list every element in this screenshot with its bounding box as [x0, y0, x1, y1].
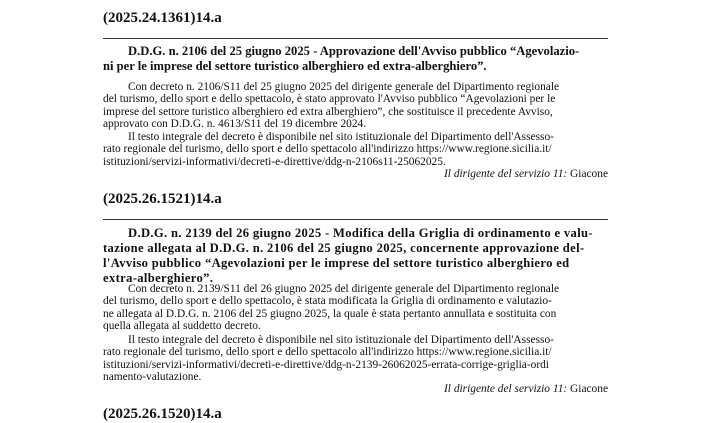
decree-paragraph: Con decreto n. 2106/S11 del 25 giugno 2025 del dirigente generale del Dipartimento regionale del turismo, dello sport e dello spettacolo, è stato approvato l'Avviso pubblico “Agevolazioni per le imprese del settore turistico alberghiero ed extra alberghiero”, che sostituisce il precedente Avviso, approvato con D.D.G. n. 4613/S11 del 19 dicembre 2024.: [103, 81, 560, 131]
divider-rule: [103, 38, 608, 39]
entry-code: (2025.26.1520)14.a: [103, 406, 222, 422]
decree-title: D.D.G. n. 2106 del 25 giugno 2025 - Approvazione dell'Avviso pubblico “Agevolazio- ni per le imprese del settore turistico alberghiero ed extra-alberghiero”.: [103, 44, 580, 73]
signature-role: Il dirigente del servizio 11:: [444, 168, 568, 180]
signature: [444, 168, 608, 181]
decree-paragraph: Con decreto n. 2139/S11 del 26 giugno 2025 del dirigente generale del Dipartimento regionale del turismo, dello sport e dello spettacolo, è stata modificata la Griglia di ordinamento e valutazio- ne allegata al D.D.G. n. 2106 del 25 giugno 2025, la quale è stata pertanto annullata e sostituita con quella allegata al suddetto decreto.: [103, 283, 560, 333]
decree-paragraph: Il testo integrale del decreto è disponibile nel sito istituzionale del Dipartimento dell'Assesso- rato regionale del turismo, dello sport e dello spettacolo all'indirizzo https://www.regione.sicilia.it/ istituzioni/servizi-informativi/decreti-e-direttive/ddg-n-2139-26062025-errata-corrige-griglia-ordi namento-valutazione.: [103, 334, 554, 384]
entry-code: (2025.24.1361)14.a: [103, 10, 222, 26]
signature-role: Il dirigente del servizio 11:: [444, 383, 568, 395]
entry-code: (2025.26.1521)14.a: [103, 191, 222, 207]
decree-title: D.D.G. n. 2139 del 26 giugno 2025 - Modifica della Griglia di ordinamento e valu- tazione allegata al D.D.G. n. 2106 del 25 giugno 2025, concernente approvazione del- l'Avviso pubblico “Agevolazioni per le imprese del settore turistico alberghiero ed extra-alberghiero”.: [103, 226, 593, 285]
divider-rule: [103, 219, 608, 220]
signature-name: Giacone: [570, 383, 608, 395]
decree-paragraph: Il testo integrale del decreto è disponibile nel sito istituzionale del Dipartimento dell'Assesso- rato regionale del turismo, dello sport e dello spettacolo all'indirizzo https://www.regione.sicilia.it/ istituzioni/servizi-informativi/decreti-e-direttive/ddg-n-2106s11-25062025.: [103, 131, 554, 168]
signature-name: Giacone: [570, 168, 608, 180]
signature: [444, 383, 608, 396]
